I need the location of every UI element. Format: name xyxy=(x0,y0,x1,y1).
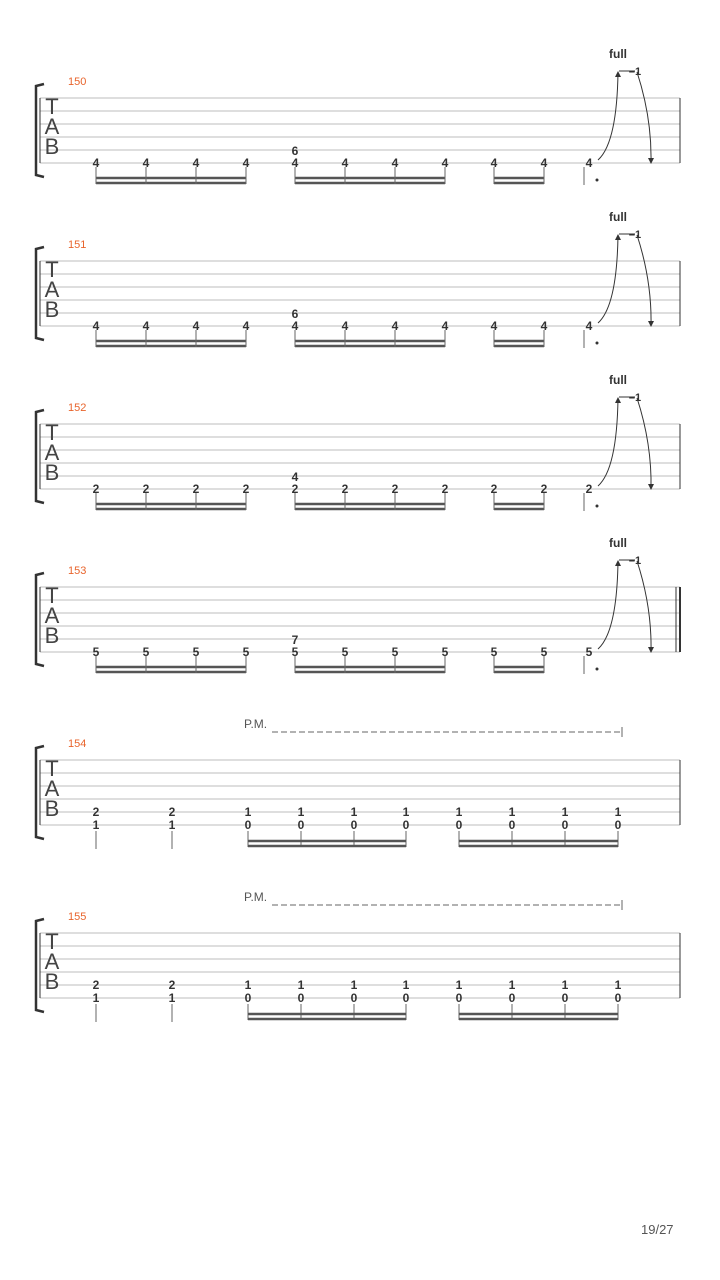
fret-number: 0 xyxy=(297,991,305,1005)
fret-number: 6 xyxy=(291,307,299,321)
fret-number: 5 xyxy=(242,645,250,659)
fret-number: 4 xyxy=(242,156,250,170)
fret-number: 5 xyxy=(490,645,498,659)
measure-number: 152 xyxy=(68,402,87,414)
fret-number: 5 xyxy=(341,645,349,659)
release-curve xyxy=(637,561,651,652)
system-150 xyxy=(36,47,680,185)
fret-number: 4 xyxy=(585,156,593,170)
bend-arrowhead xyxy=(615,560,621,566)
fret-number: 1 xyxy=(350,978,358,992)
fret-number: 0 xyxy=(614,991,622,1005)
system-153 xyxy=(36,536,680,674)
measure-number: 155 xyxy=(68,911,87,923)
fret-number: 2 xyxy=(168,978,176,992)
fret-number: 4 xyxy=(441,156,449,170)
fret-number: 1 xyxy=(402,805,410,819)
fret-number: 5 xyxy=(291,645,299,659)
fret-number: 4 xyxy=(192,156,200,170)
fret-number: 0 xyxy=(297,818,305,832)
fret-number: 0 xyxy=(350,818,358,832)
fret-number: 1 xyxy=(92,991,100,1005)
fret-number: 4 xyxy=(391,156,399,170)
fret-number: 0 xyxy=(244,818,252,832)
bend-label: full xyxy=(609,536,627,550)
fret-number: 1 xyxy=(92,818,100,832)
fret-number: 4 xyxy=(242,319,250,333)
fret-number: 1 xyxy=(244,978,252,992)
fret-number: 4 xyxy=(92,156,100,170)
fret-number: 2 xyxy=(168,805,176,819)
tab-clef-letter: B xyxy=(44,623,60,648)
fret-number: 0 xyxy=(455,818,463,832)
fret-number: 2 xyxy=(92,482,100,496)
fret-number: 4 xyxy=(540,319,548,333)
bend-curve xyxy=(598,398,618,486)
bend-curve xyxy=(598,235,618,323)
fret-number: 1 xyxy=(508,978,516,992)
fret-number: 1 xyxy=(297,805,305,819)
system-154 xyxy=(36,717,680,849)
fret-number: 5 xyxy=(142,645,150,659)
fret-number: 2 xyxy=(92,805,100,819)
fret-number: 1 xyxy=(168,991,176,1005)
page-number: 19/27 xyxy=(641,1222,674,1237)
bend-label: full xyxy=(609,373,627,387)
tab-clef-letter: A xyxy=(44,776,60,801)
measure-number: 154 xyxy=(68,738,87,750)
fret-number: 1 xyxy=(455,978,463,992)
fret-number: 4 xyxy=(291,319,299,333)
fret-number: 4 xyxy=(92,319,100,333)
fret-number: 1 xyxy=(455,805,463,819)
bend-curve xyxy=(598,561,618,649)
system-151 xyxy=(36,210,680,348)
fret-number: 4 xyxy=(291,470,299,484)
fret-number: 2 xyxy=(291,482,299,496)
fret-number: 1 xyxy=(561,978,569,992)
system-152 xyxy=(36,373,680,511)
fret-number: 1 xyxy=(614,978,622,992)
fret-number: 2 xyxy=(490,482,498,496)
release-label: –1 xyxy=(628,555,642,567)
fret-number: 5 xyxy=(92,645,100,659)
fret-number: 0 xyxy=(402,991,410,1005)
tab-clef-letter: T xyxy=(45,756,59,781)
bend-arrowhead xyxy=(615,397,621,403)
tab-clef-letter: A xyxy=(44,114,60,139)
bend-curve xyxy=(598,72,618,160)
measure-number: 150 xyxy=(68,76,87,88)
release-curve xyxy=(637,235,651,326)
fret-number: 2 xyxy=(540,482,548,496)
fret-number: 1 xyxy=(614,805,622,819)
release-label: –1 xyxy=(628,229,642,241)
fret-number: 0 xyxy=(508,991,516,1005)
tab-clef-letter: T xyxy=(45,257,59,282)
augmentation-dot xyxy=(596,179,599,182)
fret-number: 4 xyxy=(291,156,299,170)
palm-mute-label: P.M. xyxy=(244,717,268,731)
release-label: –1 xyxy=(628,66,642,78)
fret-number: 4 xyxy=(490,319,498,333)
system-155 xyxy=(36,890,680,1022)
bend-arrowhead xyxy=(615,71,621,77)
fret-number: 5 xyxy=(441,645,449,659)
palm-mute-label: P.M. xyxy=(244,890,268,904)
release-curve xyxy=(637,398,651,489)
fret-number: 2 xyxy=(341,482,349,496)
tab-clef-letter: A xyxy=(44,949,60,974)
fret-number: 4 xyxy=(490,156,498,170)
tab-clef-letter: B xyxy=(44,796,60,821)
fret-number: 5 xyxy=(585,645,593,659)
fret-number: 1 xyxy=(561,805,569,819)
fret-number: 0 xyxy=(561,818,569,832)
fret-number: 4 xyxy=(142,156,150,170)
fret-number: 7 xyxy=(291,633,299,647)
bend-label: full xyxy=(609,210,627,224)
fret-number: 5 xyxy=(391,645,399,659)
fret-number: 2 xyxy=(92,978,100,992)
measure-number: 151 xyxy=(68,239,87,251)
tab-clef-letter: T xyxy=(45,929,59,954)
tab-clef-letter: A xyxy=(44,277,60,302)
bend-label: full xyxy=(609,47,627,61)
fret-number: 0 xyxy=(561,991,569,1005)
fret-number: 4 xyxy=(341,156,349,170)
fret-number: 2 xyxy=(391,482,399,496)
release-curve xyxy=(637,72,651,163)
fret-number: 2 xyxy=(585,482,593,496)
fret-number: 4 xyxy=(540,156,548,170)
fret-number: 2 xyxy=(242,482,250,496)
tab-clef-letter: B xyxy=(44,134,60,159)
fret-number: 1 xyxy=(508,805,516,819)
augmentation-dot xyxy=(596,668,599,671)
fret-number: 0 xyxy=(244,991,252,1005)
tab-clef-letter: B xyxy=(44,297,60,322)
tab-clef-letter: B xyxy=(44,969,60,994)
measure-number: 153 xyxy=(68,565,87,577)
fret-number: 4 xyxy=(192,319,200,333)
release-label: –1 xyxy=(628,392,642,404)
fret-number: 0 xyxy=(614,818,622,832)
fret-number: 6 xyxy=(291,144,299,158)
fret-number: 1 xyxy=(297,978,305,992)
fret-number: 1 xyxy=(402,978,410,992)
fret-number: 0 xyxy=(508,818,516,832)
fret-number: 4 xyxy=(142,319,150,333)
fret-number: 4 xyxy=(391,319,399,333)
augmentation-dot xyxy=(596,342,599,345)
tab-clef-letter: T xyxy=(45,583,59,608)
fret-number: 1 xyxy=(350,805,358,819)
fret-number: 1 xyxy=(168,818,176,832)
fret-number: 4 xyxy=(585,319,593,333)
fret-number: 4 xyxy=(441,319,449,333)
fret-number: 0 xyxy=(455,991,463,1005)
fret-number: 5 xyxy=(192,645,200,659)
tab-clef-letter: A xyxy=(44,440,60,465)
fret-number: 2 xyxy=(441,482,449,496)
fret-number: 2 xyxy=(192,482,200,496)
tab-clef-letter: T xyxy=(45,420,59,445)
fret-number: 4 xyxy=(341,319,349,333)
fret-number: 2 xyxy=(142,482,150,496)
bend-arrowhead xyxy=(615,234,621,240)
fret-number: 0 xyxy=(350,991,358,1005)
fret-number: 5 xyxy=(540,645,548,659)
fret-number: 1 xyxy=(244,805,252,819)
fret-number: 0 xyxy=(402,818,410,832)
augmentation-dot xyxy=(596,505,599,508)
tab-clef-letter: T xyxy=(45,94,59,119)
tab-clef-letter: B xyxy=(44,460,60,485)
tab-clef-letter: A xyxy=(44,603,60,628)
